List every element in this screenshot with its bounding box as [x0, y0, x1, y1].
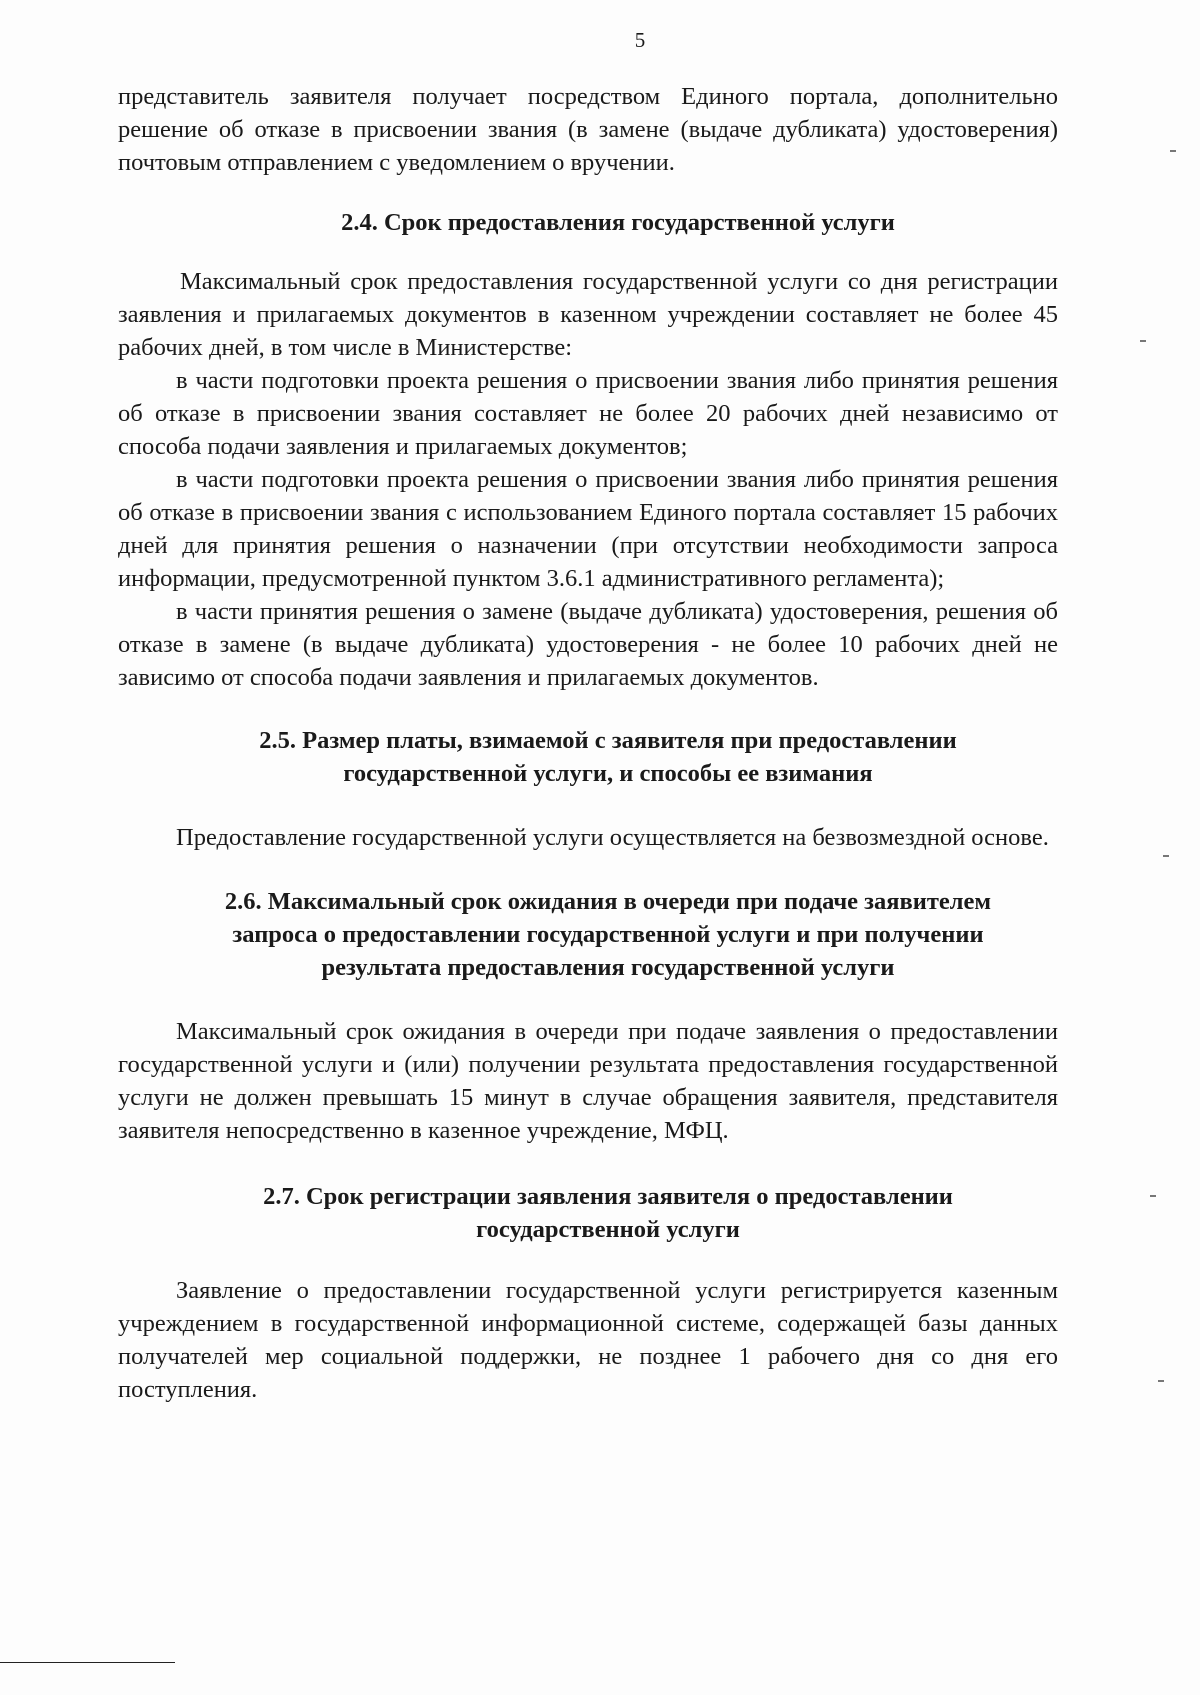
section-heading: [118, 206, 1058, 239]
section-paragraph: в части подготовки проекта решения о присвоении звания либо принятия решения об отказе в присвоении звания составляет не более 20 рабочих дней независимо от способа подачи заявления и прилагаемых документов;: [118, 367, 1058, 460]
section-paragraph: в части принятия решения о замене (выдаче дубликата) удостоверения, решения об отказе в замене (в выдаче дубликата) удостоверения - не более 10 рабочих дней не зависимо от способа подачи заявления и прилагаемых документов.: [118, 598, 1058, 691]
heading-line: 2.7. Срок регистрации заявления заявителя о предоставлении: [263, 1183, 953, 1210]
heading-line: 2.6. Максимальный срок ожидания в очереди при подаче заявителем: [224, 888, 992, 915]
footnote-divider: [0, 1662, 175, 1663]
section-2-5: [118, 724, 1058, 854]
page-number: 5: [634, 28, 646, 52]
section-paragraph: Предоставление государственной услуги осуществляется на безвозмездной основе.: [176, 824, 1049, 851]
section-heading: [118, 1180, 1058, 1246]
scan-speck: [1163, 855, 1169, 857]
section-2-7: [118, 1180, 1058, 1406]
scan-speck: [1140, 340, 1146, 342]
section-paragraph: Заявление о предоставлении государственной услуги регистрируется казенным учреждением в государственной информационной системе, содержащей базы данных получателей мер социальной поддержки, не позднее 1 рабочего дня со дня его поступления.: [118, 1277, 1058, 1403]
heading-line: результата предоставления государственной услуги: [321, 954, 895, 981]
section-2-6: [118, 885, 1058, 1147]
heading-line: государственной услуги: [476, 1216, 740, 1243]
section-paragraph: Максимальный срок ожидания в очереди при подаче заявления о предоставлении государственной услуги и (или) получении результата предоставления государственной услуги не должен превышать 15 минут в случае обращения заявителя, представителя заявителя непосредственно в казенное учреждение, МФЦ.: [118, 1018, 1058, 1144]
section-paragraph: Максимальный срок предоставления государственной услуги со дня регистрации заявления и прилагаемых документов в казенном учреждении составляет не более 45 рабочих дней, в том числе в Министерстве:: [118, 268, 1058, 361]
scan-speck: [1158, 1380, 1164, 1382]
scan-speck: [1170, 150, 1176, 152]
heading-line: 2.5. Размер платы, взимаемой с заявителя при предоставлении: [259, 727, 957, 754]
heading-line: 2.4. Срок предоставления государственной услуги: [341, 209, 895, 236]
heading-line: запроса о предоставлении государственной услуги и при получении: [232, 921, 984, 948]
document-body: [118, 80, 1058, 1406]
intro-paragraph: представитель заявителя получает посредством Единого портала, дополнительно решение об отказе в присвоении звания (в замене (выдаче дубликата) удостоверения) почтовым отправлением с уведомлением о вручении.: [118, 83, 1058, 176]
section-2-4: [118, 206, 1058, 694]
section-heading: [118, 724, 1058, 790]
section-heading: [118, 885, 1058, 984]
scan-speck: [1150, 1195, 1156, 1197]
heading-line: государственной услуги, и способы ее взимания: [343, 760, 873, 787]
section-paragraph: в части подготовки проекта решения о присвоении звания либо принятия решения об отказе в присвоении звания с использованием Единого портала составляет 15 рабочих дней для принятия решения о назначении (при отсутствии необходимости запроса информации, предусмотренной пунктом 3.6.1 административного регламента);: [118, 466, 1058, 592]
